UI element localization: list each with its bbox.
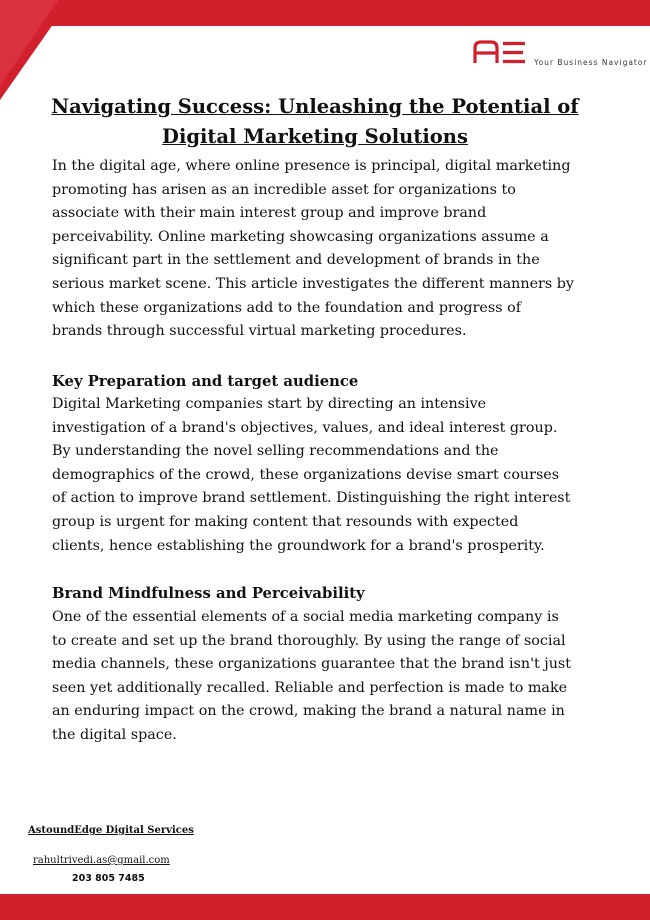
section-line: group is urgent for making content that resounds with expected xyxy=(52,513,519,530)
brand-logo xyxy=(473,40,527,64)
section-line: of action to improve brand settlement. Distinguishing the right interest xyxy=(52,490,571,507)
bottom-accent-band xyxy=(0,894,650,920)
intro-line: brands through successful virtual marketing procedures. xyxy=(52,323,467,340)
section-line: Digital Marketing companies start by directing an intensive xyxy=(52,396,487,412)
intro-line: associate with their main interest group and improve brand xyxy=(52,205,487,222)
intro-line: perceivability. Online marketing showcasing organizations assume a xyxy=(52,228,549,245)
intro-line: promoting has arisen as an incredible asset for organizations to xyxy=(52,181,516,198)
section-line: to create and set up the brand thoroughly. By using the range of social xyxy=(52,632,566,649)
section-line: seen yet additionally recalled. Reliable and perfection is made to make xyxy=(52,679,568,696)
ae-logo-icon xyxy=(473,40,527,64)
footer-phone: 203 805 7485 xyxy=(72,873,145,884)
section-line: investigation of a brand's objectives, values, and ideal interest group. xyxy=(52,419,558,436)
footer-email-link[interactable]: rahultrivedi.as@gmail.com xyxy=(33,855,170,866)
section-line: One of the essential elements of a social media marketing company is xyxy=(52,609,559,625)
document-title xyxy=(30,92,600,152)
intro-line: significant part in the settlement and development of brands in the xyxy=(52,252,540,269)
section-heading-brand-mindfulness: Brand Mindfulness and Perceivability xyxy=(52,585,365,602)
section-line: an enduring impact on the crowd, making the brand a natural name in xyxy=(52,703,565,720)
corner-accent-highlight xyxy=(0,0,58,86)
title-line: Digital Marketing Solutions xyxy=(162,125,468,148)
footer-company-name: AstoundEdge Digital Services xyxy=(28,825,194,836)
title-line: Navigating Success: Unleashing the Potential of xyxy=(51,95,579,118)
section-line: By understanding the novel selling recommendations and the xyxy=(52,443,499,460)
section-line: the digital space. xyxy=(52,726,177,743)
section-line: demographics of the crowd, these organizations devise smart courses xyxy=(52,466,560,483)
intro-paragraph xyxy=(52,155,612,344)
intro-line: In the digital age, where online presence is principal, digital marketing xyxy=(52,158,571,174)
section-line: clients, hence establishing the groundwork for a brand's prosperity. xyxy=(52,537,545,554)
intro-line: serious market scene. This article investigates the different manners by xyxy=(52,275,574,292)
top-accent-band xyxy=(0,0,650,26)
intro-line: which these organizations add to the foundation and progress of xyxy=(52,299,521,316)
section-line: media channels, these organizations guarantee that the brand isn't just xyxy=(52,656,572,673)
section-heading-key-preparation: Key Preparation and target audience xyxy=(52,373,359,390)
brand-tagline: Your Business Navigator xyxy=(534,58,648,67)
section-paragraph-brand-mindfulness xyxy=(52,606,612,748)
section-paragraph-key-preparation xyxy=(52,393,612,558)
